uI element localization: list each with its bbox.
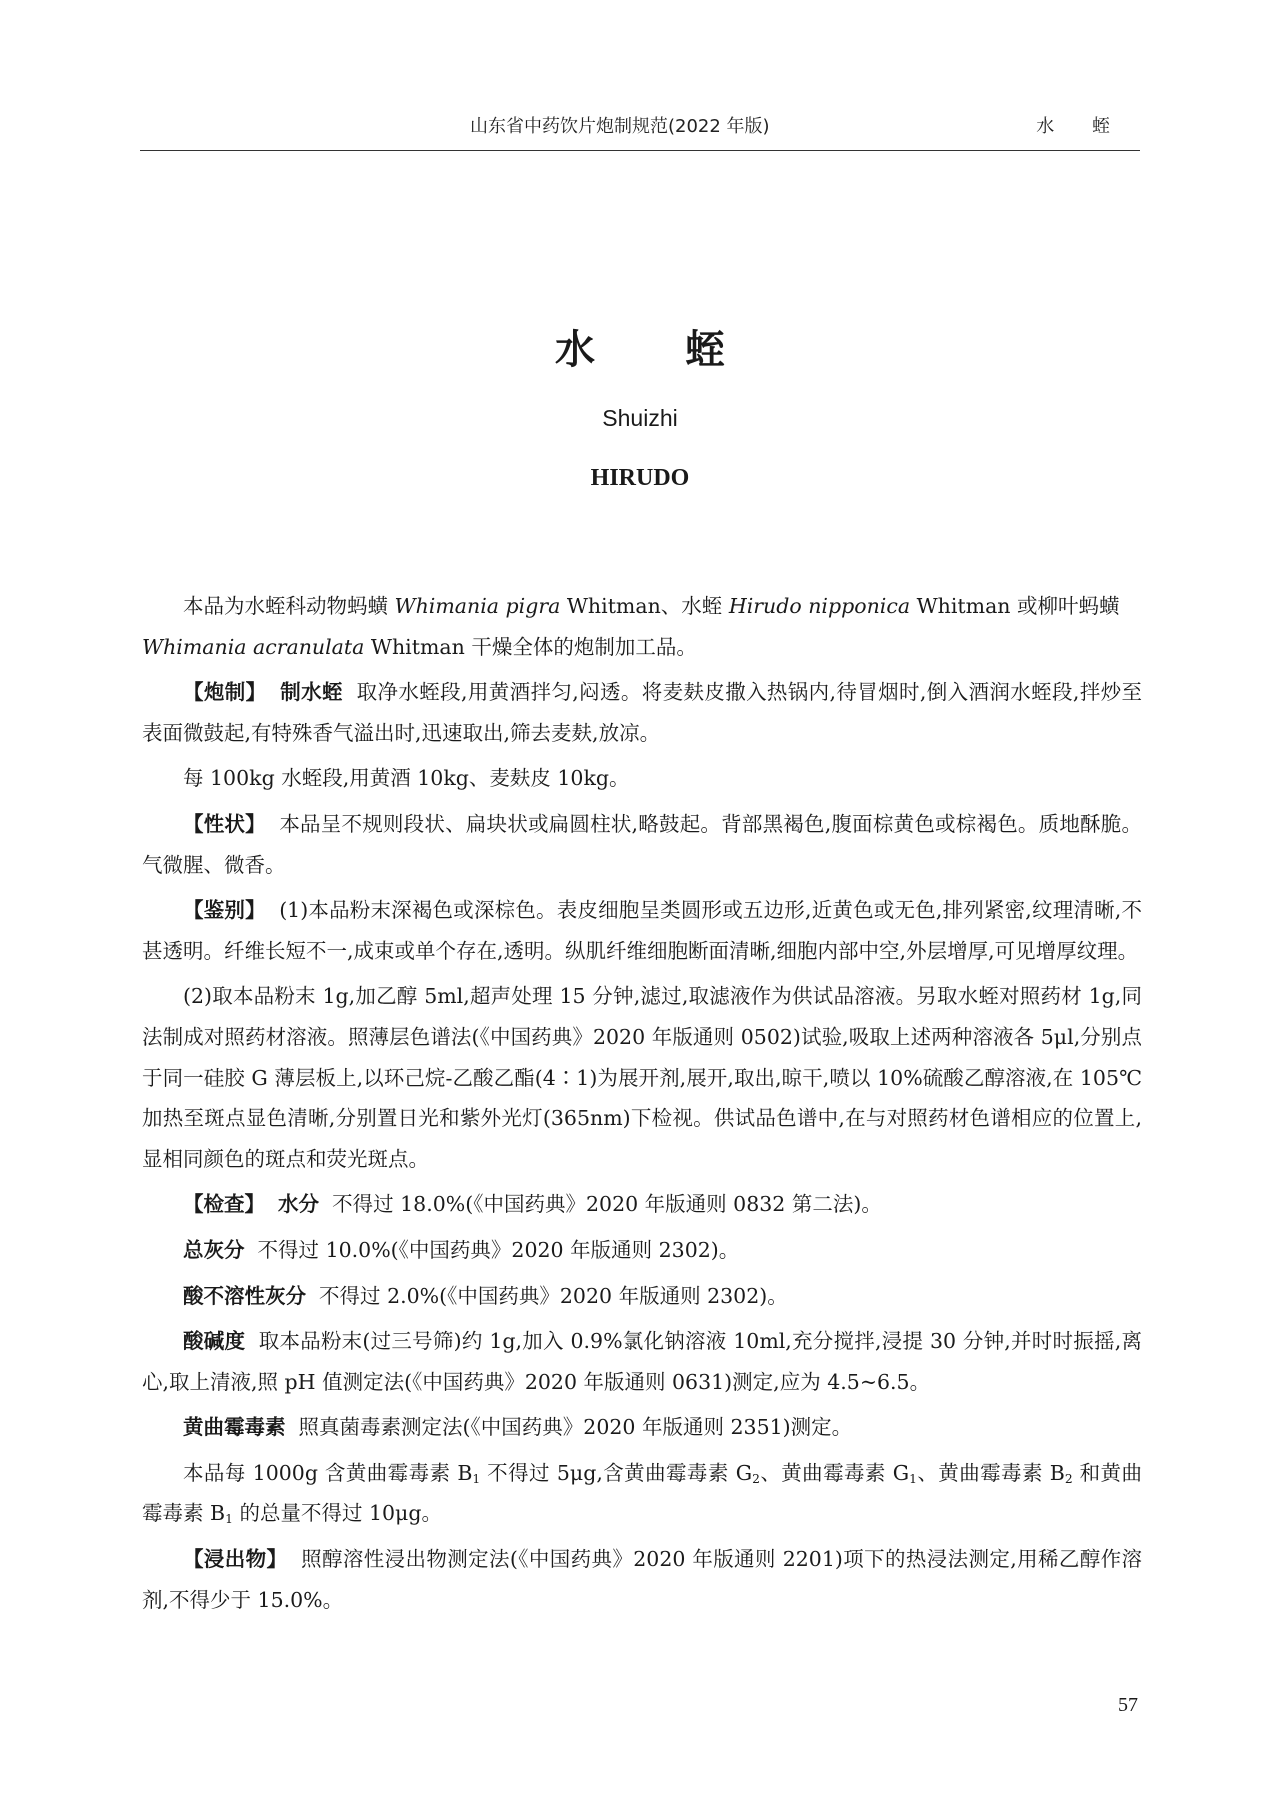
processing-paragraph bbox=[142, 672, 1142, 753]
inspection-text: 照真菌毒素测定法(《中国药典》2020 年版通则 2351)测定。 bbox=[298, 1415, 853, 1440]
inspection-ph bbox=[142, 1321, 1142, 1402]
subsection-label: 制水蛭 bbox=[280, 680, 343, 705]
inspection-aflatoxin bbox=[142, 1407, 1142, 1448]
limit-text: 和黄曲霉毒素 B bbox=[142, 1460, 1142, 1526]
description-text: 本品呈不规则段状、扁块状或扁圆柱状,略鼓起。背部黑褐色,腹面棕黄色或棕褐色。质地酥脆。气微腥、微香。 bbox=[142, 811, 1142, 877]
extract-text: 照醇溶性浸出物测定法(《中国药典》2020 年版通则 2201)项下的热浸法测定,用稀乙醇作溶剂,不得少于 15.0%。 bbox=[142, 1547, 1142, 1612]
intro-text: 本品为水蛭科动物蚂蟥 bbox=[183, 594, 395, 618]
section-title: 水 蛭 bbox=[1036, 116, 1126, 137]
inspection-text: 不得过 18.0%(《中国药典》2020 年版通则 0832 第二法)。 bbox=[332, 1192, 882, 1217]
section-heading: 【浸出物】 bbox=[183, 1547, 288, 1572]
species-name: Hirudo nipponica bbox=[728, 594, 911, 618]
species-name: Whimania pigra bbox=[394, 594, 561, 618]
section-heading: 【鉴别】 bbox=[183, 898, 266, 923]
monograph-body bbox=[142, 586, 1142, 1620]
subscript: 1 bbox=[472, 1471, 481, 1486]
inspection-total-ash bbox=[142, 1230, 1142, 1271]
subscript: 1 bbox=[909, 1471, 917, 1486]
subsection-label: 黄曲霉毒素 bbox=[183, 1415, 286, 1440]
identification-paragraph-1 bbox=[142, 890, 1142, 971]
monograph-title: 水 蛭 bbox=[555, 327, 763, 373]
inspection-text: 不得过 2.0%(《中国药典》2020 年版通则 2302)。 bbox=[319, 1283, 788, 1308]
subscript: 2 bbox=[1064, 1471, 1073, 1486]
species-name: Whimania acranulata bbox=[142, 634, 365, 659]
limit-text: 、黄曲霉毒素 G bbox=[759, 1460, 910, 1485]
intro-paragraph bbox=[142, 586, 1142, 667]
inspection-text: 取本品粉末(过三号筛)约 1g,加入 0.9%氯化钠溶液 10ml,充分搅拌,浸提 30 分钟,并时时振摇,离心,取上清液,照 pH 值测定法(《中国药典》2020 年版通则 0631)测定,应为 4.5~6.5。 bbox=[142, 1329, 1142, 1394]
extract-paragraph bbox=[142, 1539, 1142, 1620]
identification-paragraph-2: (2)取本品粉末 1g,加乙醇 5ml,超声处理 15 分钟,滤过,取滤液作为供试品溶液。另取水蛭对照药材 1g,同法制成对照药材溶液。照薄层色谱法(《中国药典》2020 年版通则 0502)试验,吸取上述两种溶液各 5μl,分别点于同一硅胶 G 薄层板上,以环己烷-乙酸乙酯(4∶1)为展开剂,展开,取出,晾干,喷以 10%硫酸乙醇溶液,在 105℃ 加热至斑点显色清晰,分别置日光和紫外光灯(365nm)下检视。供试品色谱中,在与对照药材色谱相应的位置上,显相同颜色的斑点和荧光斑点。 bbox=[142, 984, 1142, 1171]
limit-text: 不得过 5μg,含黄曲霉毒素 G bbox=[480, 1460, 753, 1485]
subsection-label: 总灰分 bbox=[183, 1237, 245, 1262]
processing-ratio: 每 100kg 水蛭段,用黄酒 10kg、麦麸皮 10kg。 bbox=[183, 766, 630, 791]
identification-text: (1)本品粉末深褐色或深棕色。表皮细胞呈类圆形或五边形,近黄色或无色,排列紧密,纹理清晰,不甚透明。纤维长短不一,成束或单个存在,透明。纵肌纤维细胞断面清晰,细胞内部中空,外层增厚,可见增厚纹理。 bbox=[142, 898, 1142, 963]
section-heading: 【性状】 bbox=[183, 811, 266, 836]
aflatoxin-limit bbox=[142, 1453, 1142, 1534]
subsection-label: 酸不溶性灰分 bbox=[183, 1283, 306, 1308]
monograph-pinyin: Shuizhi bbox=[602, 405, 678, 431]
page-number: 57 bbox=[1118, 1694, 1138, 1716]
inspection-acid-insoluble-ash bbox=[142, 1276, 1142, 1317]
running-header bbox=[140, 112, 1140, 142]
subscript: 1 bbox=[225, 1512, 233, 1527]
subsection-label: 酸碱度 bbox=[183, 1329, 246, 1354]
subsection-label: 水分 bbox=[278, 1192, 320, 1217]
intro-text: Whitman 干燥全体的炮制加工品。 bbox=[364, 634, 697, 659]
description-paragraph bbox=[142, 804, 1142, 885]
limit-text: 的总量不得过 10μg。 bbox=[232, 1501, 442, 1526]
limit-text: 本品每 1000g 含黄曲霉毒素 B bbox=[183, 1460, 473, 1485]
header-rule bbox=[140, 150, 1140, 151]
monograph-latin-name: HIRUDO bbox=[590, 465, 690, 491]
subscript: 2 bbox=[752, 1471, 760, 1486]
inspection-text: 不得过 10.0%(《中国药典》2020 年版通则 2302)。 bbox=[257, 1237, 740, 1262]
intro-text: Whitman、水蛭 bbox=[560, 594, 729, 618]
limit-text: 、黄曲霉毒素 B bbox=[916, 1460, 1065, 1485]
book-title: 山东省中药饮片炮制规范(2022 年版) bbox=[470, 116, 770, 137]
processing-text: 取净水蛭段,用黄酒拌匀,闷透。将麦麸皮撒入热锅内,待冒烟时,倒入酒润水蛭段,拌炒至表面微鼓起,有特殊香气溢出时,迅速取出,筛去麦麸,放凉。 bbox=[142, 680, 1142, 745]
intro-text: Whitman 或柳叶蚂蟥 bbox=[910, 594, 1120, 618]
inspection-water bbox=[142, 1184, 1142, 1225]
section-heading: 【炮制】 bbox=[183, 680, 267, 705]
section-heading: 【检查】 bbox=[183, 1192, 265, 1217]
